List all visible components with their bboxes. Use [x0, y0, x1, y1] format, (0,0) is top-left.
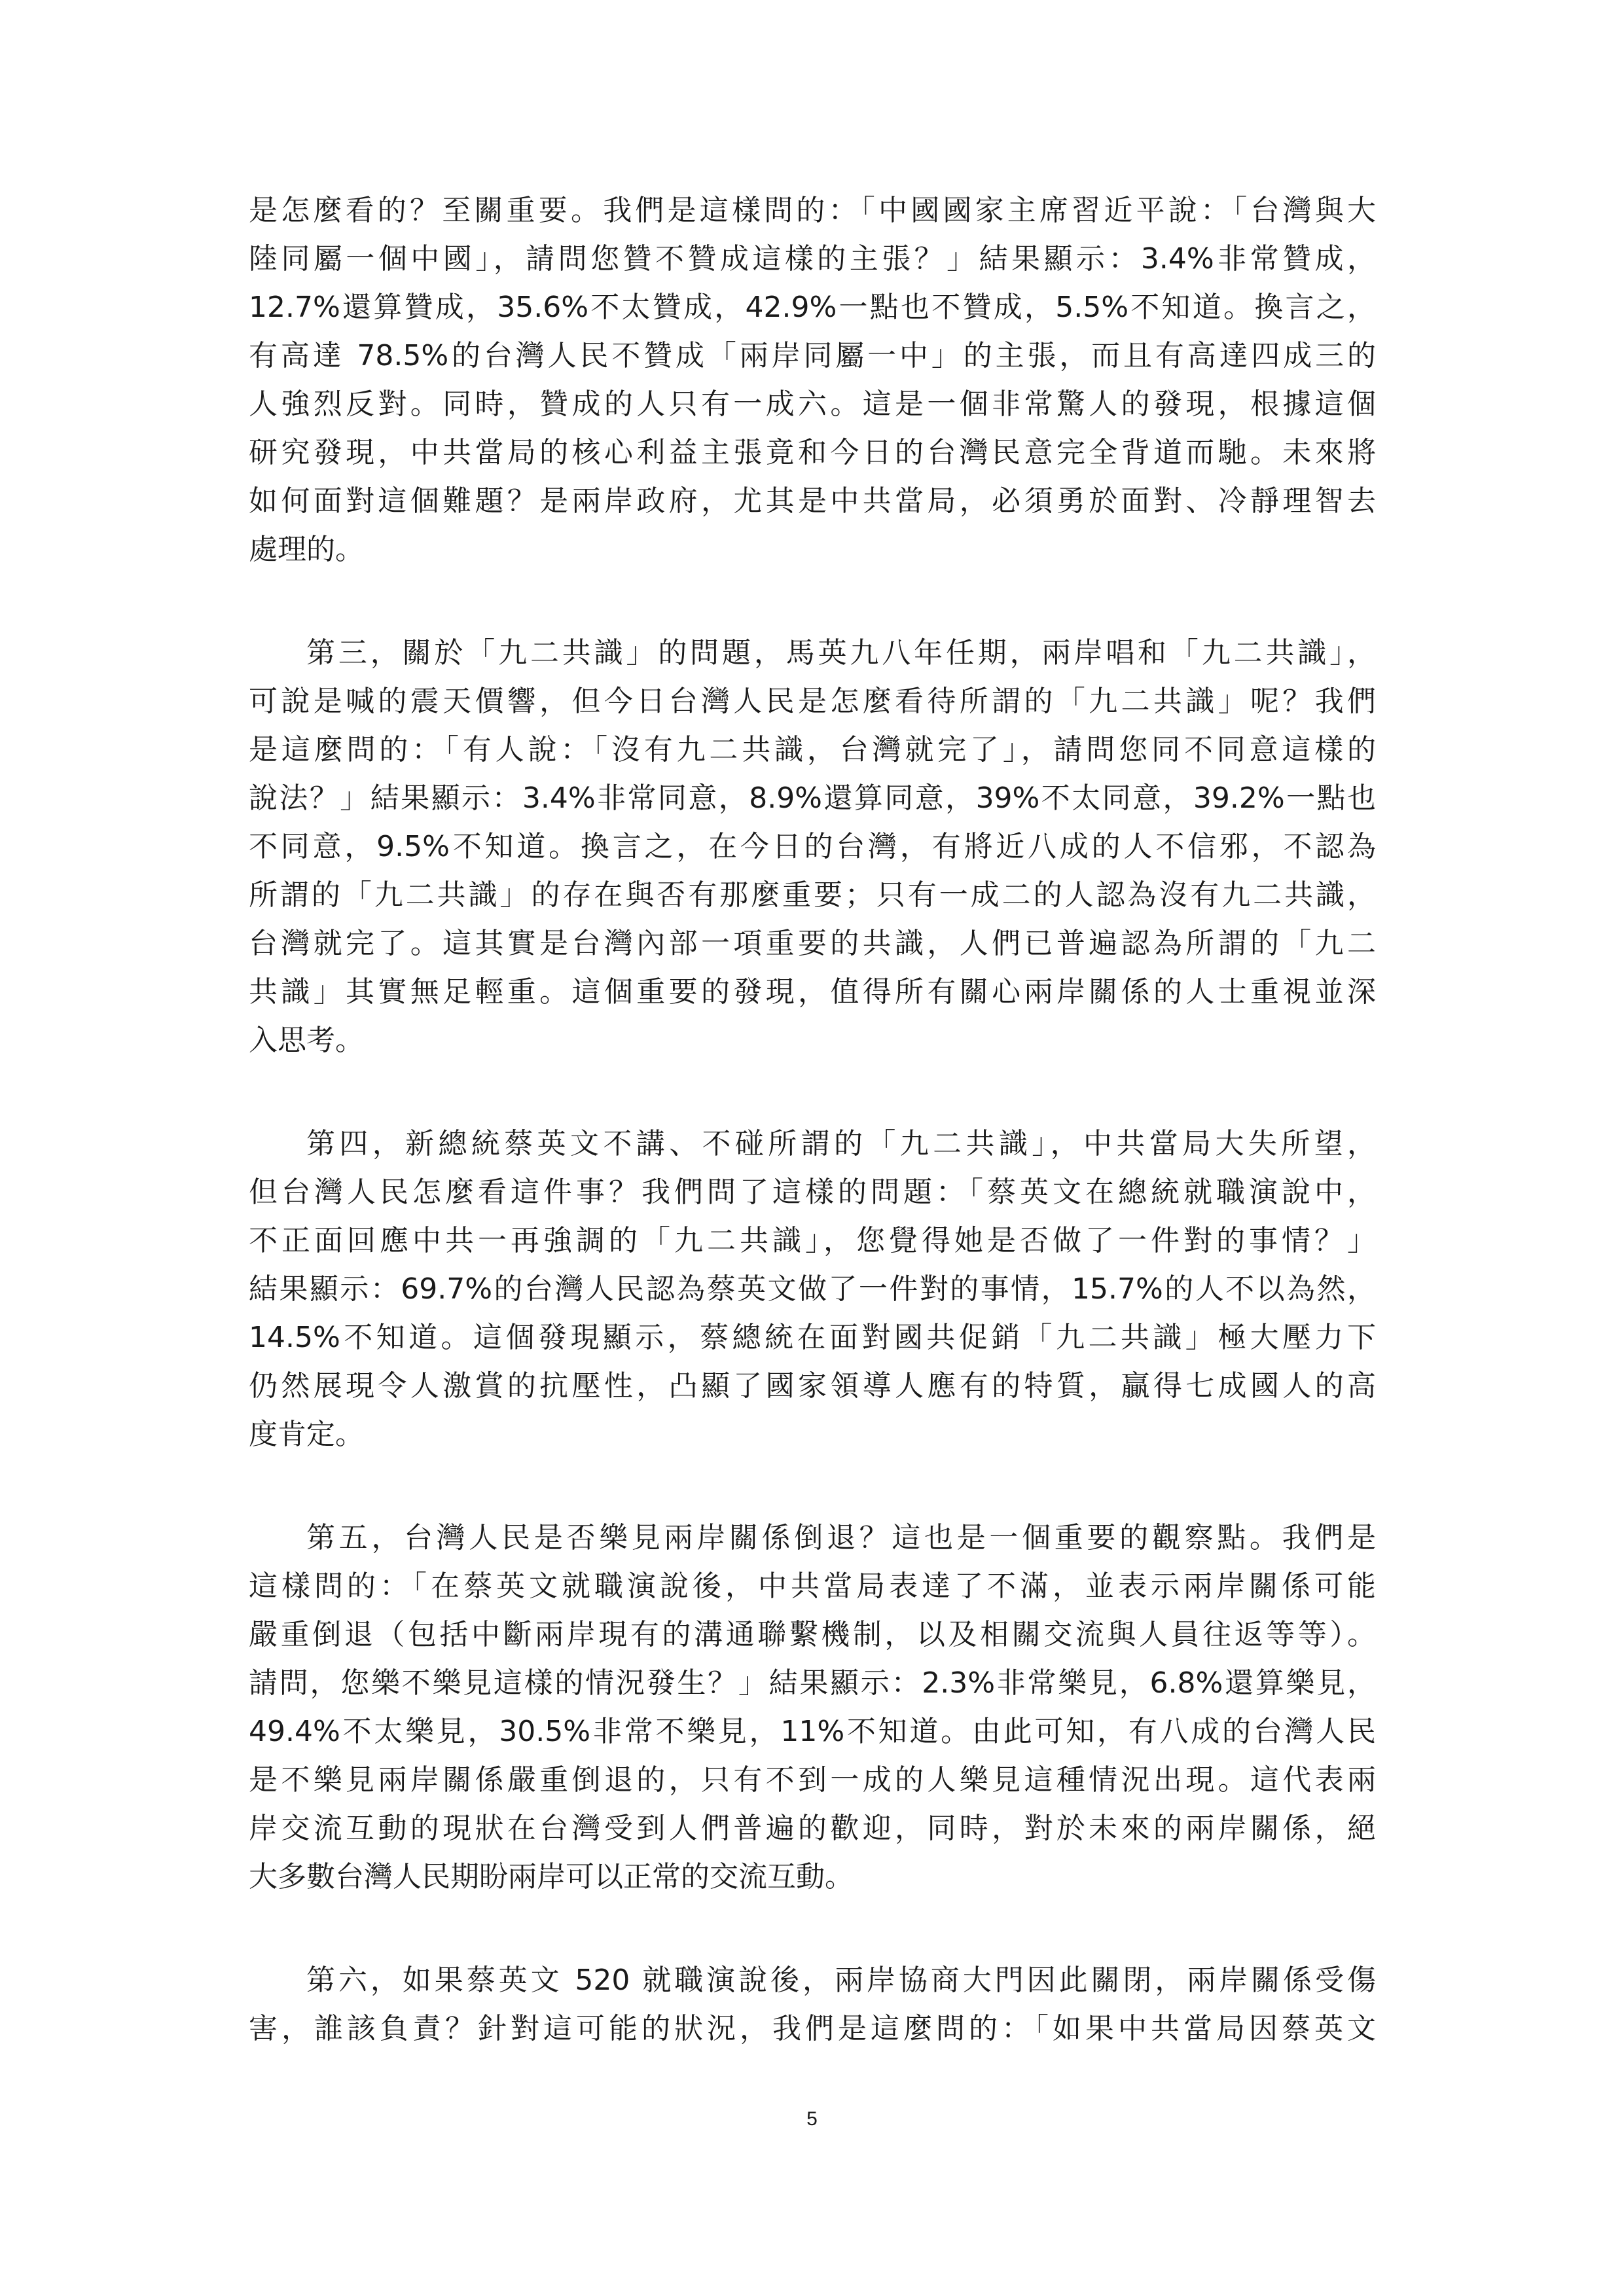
- text-line: 不正面回應中共一再強調的「九二共識」，您覺得她是否做了一件對的事情？」: [249, 1224, 1376, 1257]
- text-line: 有高達 78.5%的台灣人民不贊成「兩岸同屬一中」的主張，而且有高達四成三的: [249, 339, 1376, 372]
- text-line: 第六，如果蔡英文 520 就職演說後，兩岸協商大門因此關閉，兩岸關係受傷: [306, 1964, 1376, 1997]
- text-line: 處理的。: [249, 533, 364, 566]
- text-line: 14.5%不知道。這個發現顯示，蔡總統在面對國共促銷「九二共識」極大壓力下: [249, 1321, 1376, 1354]
- text-line: 所謂的「九二共識」的存在與否有那麼重要；只有一成二的人認為沒有九二共識，: [249, 878, 1376, 912]
- text-line: 台灣就完了。這其實是台灣內部一項重要的共識，人們已普遍認為所謂的「九二: [249, 927, 1376, 960]
- text-line: 12.7%還算贊成，35.6%不太贊成，42.9%一點也不贊成，5.5%不知道。換言之，: [249, 291, 1376, 324]
- paragraph: [249, 187, 1376, 574]
- text-line: 49.4%不太樂見，30.5%非常不樂見，11%不知道。由此可知，有八成的台灣人民: [249, 1715, 1376, 1748]
- document-body: [249, 187, 1376, 2053]
- text-line: 但台灣人民怎麼看這件事？我們問了這樣的問題：「蔡英文在總統就職演說中，: [249, 1175, 1376, 1209]
- paragraph: [249, 629, 1376, 1065]
- text-line: 不同意，9.5%不知道。換言之，在今日的台灣，有將近八成的人不信邪，不認為: [249, 830, 1376, 863]
- text-line: 這樣問的：「在蔡英文就職演說後，中共當局表達了不滿，並表示兩岸關係可能: [249, 1570, 1376, 1603]
- text-line: 嚴重倒退（包括中斷兩岸現有的溝通聯繫機制，以及相關交流與人員往返等等）。: [249, 1618, 1376, 1651]
- text-line: 害，誰該負責？針對這可能的狀況，我們是這麼問的：「如果中共當局因蔡英文: [249, 2012, 1376, 2045]
- text-line: 度肯定。: [249, 1418, 364, 1451]
- paragraph: [249, 1514, 1376, 1901]
- page-number: 5: [806, 2108, 818, 2130]
- text-line: 是這麼問的：「有人說：「沒有九二共識，台灣就完了」，請問您同不同意這樣的: [249, 733, 1376, 766]
- text-line: 第五，台灣人民是否樂見兩岸關係倒退？這也是一個重要的觀察點。我們是: [306, 1521, 1376, 1554]
- text-line: 第四，新總統蔡英文不講、不碰所謂的「九二共識」，中共當局大失所望，: [306, 1127, 1376, 1160]
- text-line: 是怎麼看的？至關重要。我們是這樣問的：「中國國家主席習近平說：「台灣與大: [249, 194, 1376, 227]
- text-line: 請問，您樂不樂見這樣的情況發生？」結果顯示：2.3%非常樂見，6.8%還算樂見，: [249, 1666, 1376, 1700]
- text-line: 結果顯示：69.7%的台灣人民認為蔡英文做了一件對的事情，15.7%的人不以為然，: [249, 1272, 1376, 1306]
- text-line: 岸交流互動的現狀在台灣受到人們普遍的歡迎，同時，對於未來的兩岸關係，絕: [249, 1812, 1376, 1845]
- text-line: 第三，關於「九二共識」的問題，馬英九八年任期，兩岸唱和「九二共識」，: [306, 636, 1376, 670]
- text-line: 如何面對這個難題？是兩岸政府，尤其是中共當局，必須勇於面對、冷靜理智去: [249, 484, 1376, 518]
- text-line: 研究發現，中共當局的核心利益主張竟和今日的台灣民意完全背道而馳。未來將: [249, 436, 1376, 469]
- paragraph: [249, 1120, 1376, 1459]
- paragraph: [249, 1956, 1376, 2053]
- text-line: 仍然展現令人激賞的抗壓性，凸顯了國家領導人應有的特質，贏得七成國人的高: [249, 1369, 1376, 1403]
- text-line: 可說是喊的震天價響，但今日台灣人民是怎麼看待所謂的「九二共識」呢？我們: [249, 685, 1376, 718]
- text-line: 是不樂見兩岸關係嚴重倒退的，只有不到一成的人樂見這種情況出現。這代表兩: [249, 1763, 1376, 1797]
- text-line: 大多數台灣人民期盼兩岸可以正常的交流互動。: [249, 1860, 854, 1893]
- text-line: 說法？」結果顯示：3.4%非常同意，8.9%還算同意，39%不太同意，39.2%一點也: [249, 781, 1376, 815]
- text-line: 陸同屬一個中國」，請問您贊不贊成這樣的主張？」結果顯示：3.4%非常贊成，: [249, 242, 1376, 276]
- text-line: 入思考。: [249, 1024, 364, 1057]
- text-line: 人強烈反對。同時，贊成的人只有一成六。這是一個非常驚人的發現，根據這個: [249, 387, 1376, 421]
- text-line: 共識」其實無足輕重。這個重要的發現，值得所有關心兩岸關係的人士重視並深: [249, 975, 1376, 1009]
